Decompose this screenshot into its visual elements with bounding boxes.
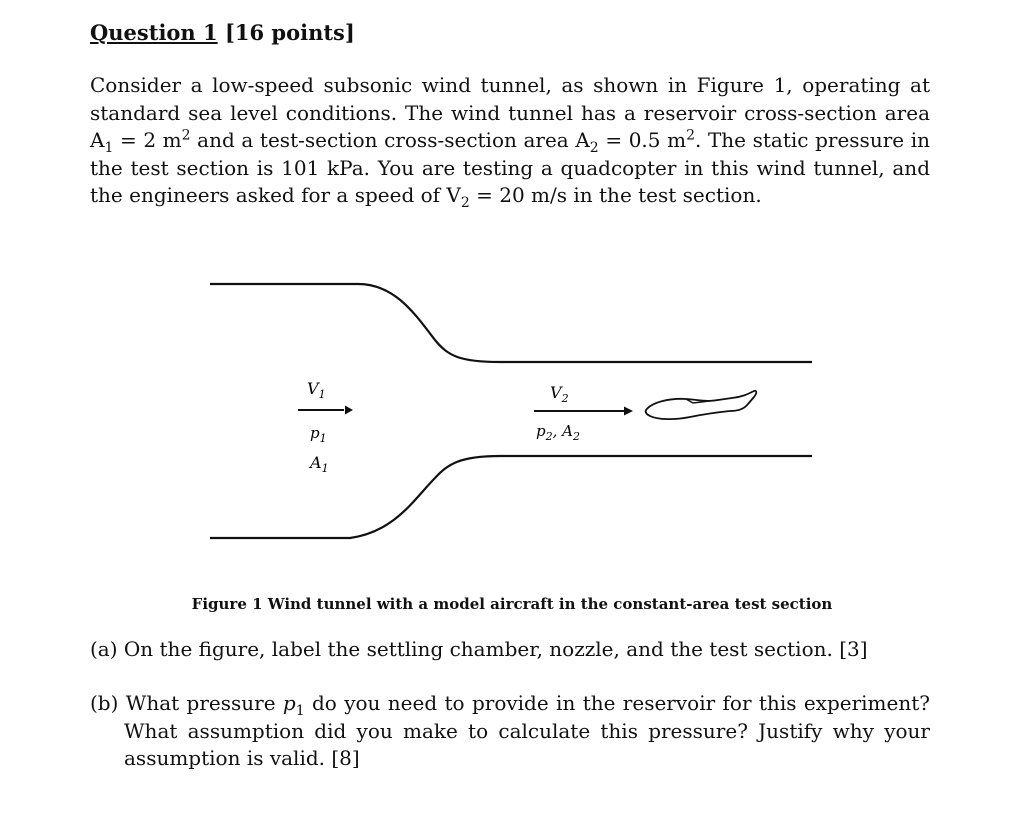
intro-v2: V xyxy=(446,183,461,207)
question-title xyxy=(90,20,355,45)
wind-tunnel-figure xyxy=(200,270,820,560)
intro-a2-sub: 2 xyxy=(589,140,599,156)
question-intro xyxy=(90,72,930,210)
arrow-v2-head xyxy=(624,407,633,416)
part-a: (a) On the figure, label the settling chamber, nozzle, and the test section. [3] xyxy=(90,637,868,661)
part-b xyxy=(90,690,930,773)
intro-text-1: Consider a low-speed subsonic wind tunnel, as shown in Figure 1, operating at standard sea level conditions. The wind tunnel has a reservoir cross-section area xyxy=(90,73,930,125)
part-b-text-1: (b) What pressure xyxy=(90,691,283,715)
tunnel-lower-wall xyxy=(210,456,812,538)
tunnel-upper-wall xyxy=(210,284,812,362)
intro-text-2: = 2 m xyxy=(113,128,182,152)
part-b-text-2: do you need to provide in the reservoir for this experiment? What assumption did you make to calculate this pressure? Justify why your assumption is valid. [8] xyxy=(124,691,930,770)
figure-caption: Figure 1 Wind tunnel with a model aircraft in the constant-area test section xyxy=(191,595,833,613)
label-p2-a2: $p_2$, $A_2$ xyxy=(536,422,580,443)
intro-text-6: = 20 m/s in the test section. xyxy=(469,183,762,207)
intro-a1-sub: 1 xyxy=(104,140,114,156)
intro-sq1: 2 xyxy=(181,127,191,144)
part-b-p-sub: 1 xyxy=(295,703,305,719)
arrow-v1-head xyxy=(345,406,353,415)
intro-text-5: . The static pressure in the test section is 101 kPa. You are testing a quadcopter in this wind tunnel, and the engineers asked for a speed of xyxy=(90,128,930,207)
label-p1: $p_1$ xyxy=(310,424,327,445)
question-points: [16 points] xyxy=(224,20,355,45)
question-number: Question 1 xyxy=(90,20,218,45)
intro-text-3: and a test-section cross-section area xyxy=(190,128,576,152)
label-a1: $A_1$ xyxy=(310,453,329,475)
intro-a2: A xyxy=(575,128,590,152)
part-b-p: p xyxy=(282,691,296,715)
intro-a1: A xyxy=(90,128,105,152)
intro-text-4: = 0.5 m xyxy=(598,128,687,152)
intro-sq2: 2 xyxy=(686,127,695,144)
model-aircraft xyxy=(646,391,757,419)
label-v2: $V_2$ xyxy=(550,383,569,405)
intro-v2-sub: 2 xyxy=(460,195,470,211)
label-v1: $V_1$ xyxy=(307,379,326,401)
